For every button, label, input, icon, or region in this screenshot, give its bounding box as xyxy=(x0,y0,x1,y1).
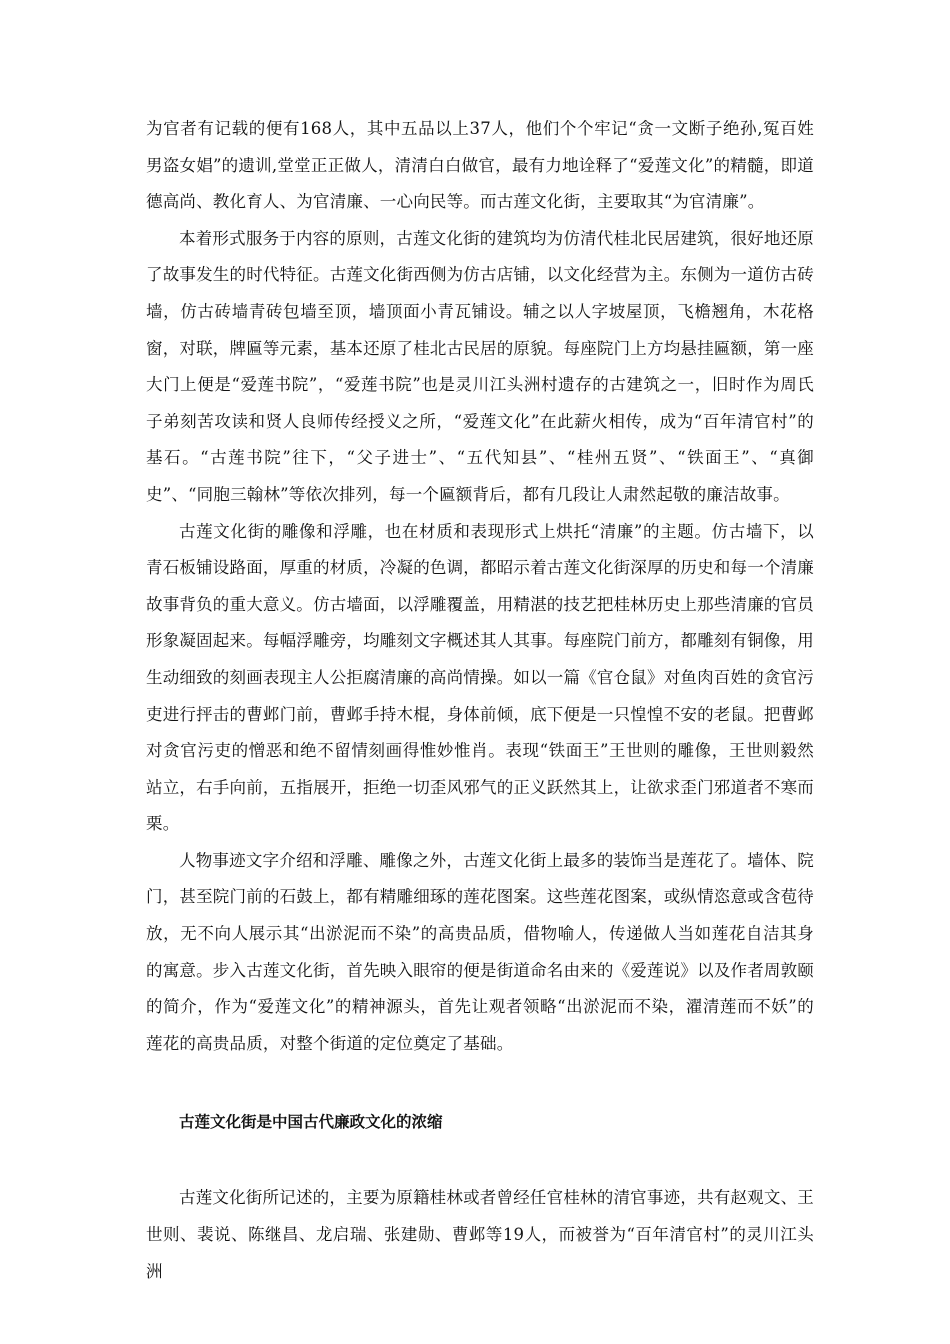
paragraph-architecture: 本着形式服务于内容的原则，古莲文化街的建筑均为仿清代桂北民居建筑，很好地还原了故事发生的时代特征。古莲文化街西侧为仿古店铺，以文化经营为主。东侧为一道仿古砖墙，仿古砖墙青砖包墙至顶，墙顶面小青瓦铺设。辅之以人字坡屋顶，飞檐翘角，木花格窗，对联，牌匾等元素，基本还原了桂北古民居的原貌。每座院门上方均悬挂匾额，第一座大门上便是“爱莲书院”，“爱莲书院”也是灵川江头洲村遗存的古建筑之一，旧时作为周氏子弟刻苦攻读和贤人良师传经授义之所，“爱莲文化”在此薪火相传，成为“百年清官村”的基石。“古莲书院”往下，“父子进士”、“五代知县”、“桂州五贤”、“铁面王”、“真御史”、“同胞三翰林”等依次排列，每一个匾额背后，都有几段让人肃然起敬的廉洁故事。 xyxy=(146,228,814,504)
paragraph-sculptures: 古莲文化街的雕像和浮雕，也在材质和表现形式上烘托“清廉”的主题。仿古墙下，以青石板铺设路面，厚重的材质，冷凝的色调，都昭示着古莲文化街深厚的历史和每一个清廉故事背负的重大意义。仿古墙面，以浮雕覆盖，用精湛的技艺把桂林历史上那些清廉的官员形象凝固起来。每幅浮雕旁，均雕刻文字概述其人其事。每座院门前方，都雕刻有铜像，用生动细致的刻画表现主人公拒腐清廉的高尚情操。如以一篇《官仓鼠》对鱼肉百姓的贪官污吏进行抨击的曹邺门前，曹邺手持木棍，身体前倾，底下便是一只惶惶不安的老鼠。把曹邺对贪官污吏的憎恶和绝不留情刻画得惟妙惟肖。表现“铁面王”王世则的雕像，王世则毅然站立，右手向前，五指展开，拒绝一切歪风邪气的正义跃然其上，让欲求歪门邪道者不寒而栗。 xyxy=(146,521,814,834)
paragraph-section-intro: 古莲文化街所记述的，主要为原籍桂林或者曾经任官桂林的清官事迹，共有赵观文、王世则、裴说、陈继昌、龙启瑞、张建勋、曹邺等19人，而被誉为“百年清官村”的灵川江头洲 xyxy=(146,1188,814,1281)
document-body xyxy=(146,111,814,1290)
section-heading: 古莲文化街是中国古代廉政文化的浓缩 xyxy=(179,1113,443,1132)
paragraph-continuation: 为官者有记载的便有168人，其中五品以上37人，他们个个牢记“贪一文断子绝孙,冤百姓男盗女娼”的遗训,堂堂正正做人，清清白白做官，最有力地诠释了“爱莲文化”的精髓，即道德高尚、教化育人、为官清廉、一心向民等。而古莲文化街，主要取其“为官清廉”。 xyxy=(146,119,814,212)
paragraph-lotus-decoration: 人物事迹文字介绍和浮雕、雕像之外，古莲文化街上最多的装饰当是莲花了。墙体、院门，甚至院门前的石鼓上，都有精雕细琢的莲花图案。这些莲花图案，或纵情恣意或含苞待放，无不向人展示其“出淤泥而不染”的高贵品质，借物喻人，传递做人当如莲花自洁其身的寓意。步入古莲文化街，首先映入眼帘的便是街道命名由来的《爱莲说》以及作者周敦颐的简介，作为“爱莲文化”的精神源头，首先让观者领略“出淤泥而不染，濯清莲而不妖”的莲花的高贵品质，对整个街道的定位奠定了基础。 xyxy=(146,850,814,1053)
